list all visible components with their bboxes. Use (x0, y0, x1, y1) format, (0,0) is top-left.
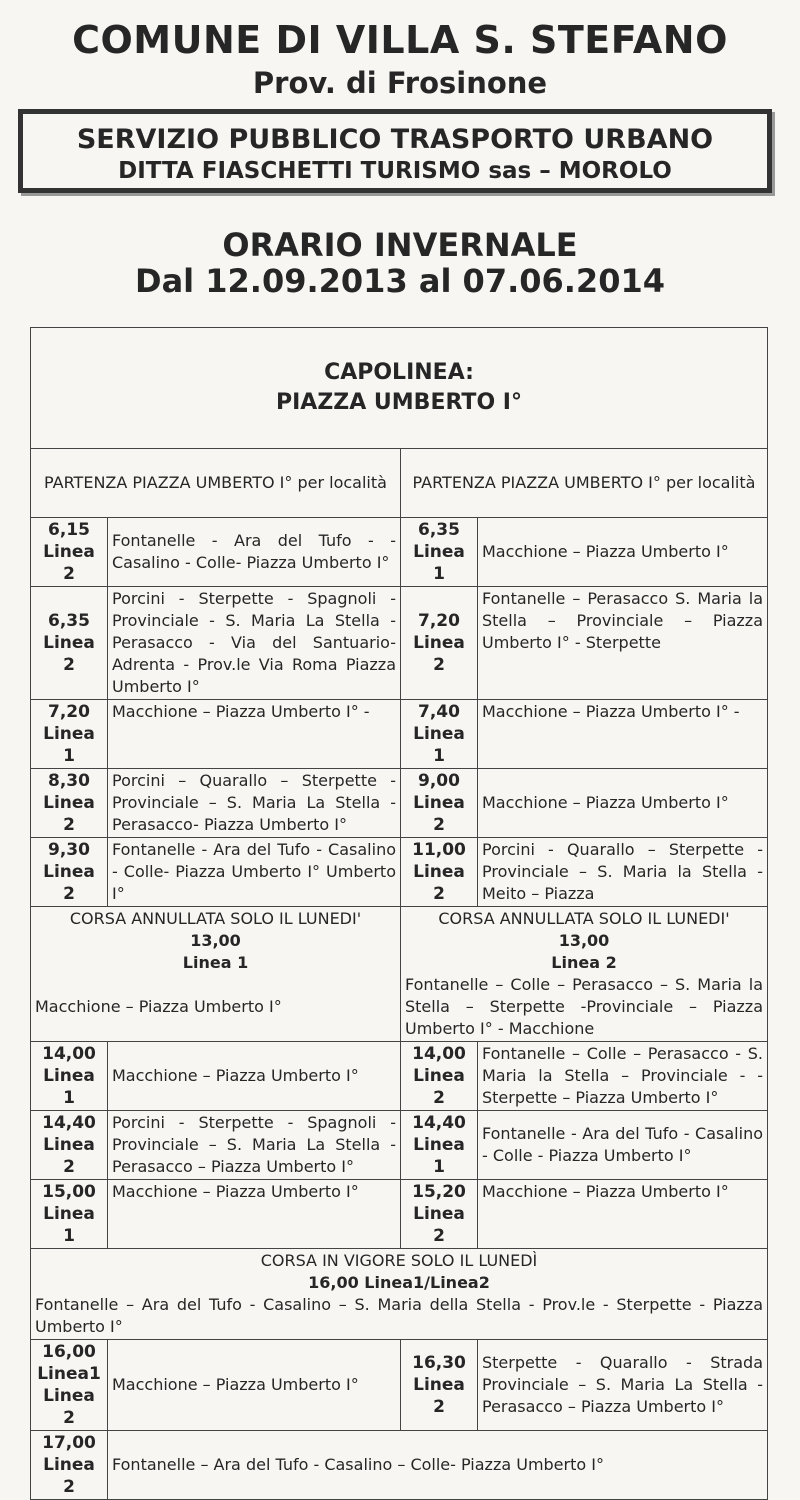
table-row (31, 1111, 768, 1180)
column-header-right: PARTENZA PIAZZA UMBERTO I° per località (401, 449, 768, 518)
cancelled-notice: CORSA ANNULLATA SOLO IL LUNEDI' (69, 909, 362, 928)
route-cell: Macchione – Piazza Umberto I° (478, 1180, 768, 1249)
cancelled-time: 13,00 (190, 931, 241, 950)
route-cell: Macchione – Piazza Umberto I° - (108, 700, 401, 769)
validity-dates: Dal 12.09.2013 al 07.06.2014 (135, 262, 665, 300)
route-cell: Macchione – Piazza Umberto I° - (478, 700, 768, 769)
departure-time-cell: 16,00 Linea1 Linea 2 (31, 1340, 108, 1431)
table-row (31, 1180, 768, 1249)
table-row (31, 587, 768, 700)
route-cell: Fontanelle – Perasacco S. Maria la Stella – Provinciale – Piazza Umberto I° - Sterpette (478, 587, 768, 700)
monday-only-route: Fontanelle – Ara del Tufo - Casalino – S. Maria della Stella - Prov.le - Sterpette - Piazza Umberto I° (35, 1295, 763, 1336)
route-cell: Sterpette - Quarallo - Strada Provinciale – S. Maria La Stella - Perasacco – Piazza Umberto I° (478, 1340, 768, 1431)
terminus-label: CAPOLINEA: (324, 360, 474, 385)
monday-only-notice: CORSA IN VIGORE SOLO IL LUNEDÌ (260, 1251, 538, 1270)
column-header-left: PARTENZA PIAZZA UMBERTO I° per località (31, 449, 401, 518)
departure-time-cell: 7,20 Linea 1 (31, 700, 108, 769)
comune-title: COMUNE DI VILLA S. STEFANO (72, 18, 728, 62)
table-row (31, 769, 768, 838)
route-cell: Porcini - Sterpette - Spagnoli - Provinciale – S. Maria La Stella - Perasacco – Piazza Umberto I° (108, 1111, 401, 1180)
table-row (31, 1340, 768, 1431)
departure-time-cell: 6,35 Linea 2 (31, 587, 108, 700)
route-cell: Fontanelle – Colle – Perasacco - S. Maria la Stella – Provinciale - - Sterpette – Piazza Umberto I° (478, 1042, 768, 1111)
table-row (31, 1042, 768, 1111)
cancelled-trip-right (401, 907, 768, 1042)
table-row (31, 1431, 768, 1500)
departure-time-cell: 14,00 Linea 2 (401, 1042, 478, 1111)
departure-time-cell: 7,20 Linea 2 (401, 587, 478, 700)
departure-time-cell: 15,20 Linea 2 (401, 1180, 478, 1249)
departure-time-cell: 6,35 Linea 1 (401, 518, 478, 587)
monday-only-time: 16,00 Linea1/Linea2 (308, 1273, 490, 1292)
route-cell: Porcini - Sterpette - Spagnoli - Provinciale - S. Maria La Stella - Perasacco - Via del Santuario-Adrenta - Prov.le Via Roma Piazza Umberto I° (108, 587, 401, 700)
departure-time-cell: 14,40 Linea 2 (31, 1111, 108, 1180)
departure-time-cell: 11,00 Linea 2 (401, 838, 478, 907)
departure-time-cell: 17,00 Linea 2 (31, 1431, 108, 1500)
cancelled-time: 13,00 (558, 931, 610, 950)
monday-only-row (31, 1249, 768, 1340)
route-cell: Fontanelle - Ara del Tufo - Casalino - Colle- Piazza Umberto I° Umberto I° (108, 838, 401, 907)
table-row (31, 518, 768, 587)
route-cell: Fontanelle – Ara del Tufo - Casalino – Colle- Piazza Umberto I° (108, 1431, 768, 1500)
route-cell: Porcini – Quarallo – Sterpette - Provinciale – S. Maria La Stella - Perasacco- Piazza Umberto I° (108, 769, 401, 838)
company-name: DITTA FIASCHETTI TURISMO sas – MOROLO (118, 158, 672, 184)
departure-time-cell: 8,30 Linea 2 (31, 769, 108, 838)
departure-time-cell: 14,40 Linea 1 (401, 1111, 478, 1180)
route-cell: Macchione – Piazza Umberto I° (108, 1180, 401, 1249)
departure-time-cell: 9,30 Linea 2 (31, 838, 108, 907)
schedule-table (30, 327, 768, 1500)
route-cell: Macchione – Piazza Umberto I° (478, 518, 768, 587)
departure-time-cell: 7,40 Linea 1 (401, 700, 478, 769)
cancelled-trip-left (31, 907, 401, 1042)
route-cell: Macchione – Piazza Umberto I° (108, 1042, 401, 1111)
schedule-title: ORARIO INVERNALE (222, 226, 578, 264)
monday-only-trip (31, 1249, 768, 1340)
terminus-place: PIAZZA UMBERTO I° (276, 390, 522, 415)
departure-time-cell: 14,00 Linea 1 (31, 1042, 108, 1111)
route-cell: Fontanelle - Ara del Tufo - - Casalino - Colle- Piazza Umberto I° (108, 518, 401, 587)
route-cell: Fontanelle - Ara del Tufo - Casalino - Colle - Piazza Umberto I° (478, 1111, 768, 1180)
departure-time-cell: 6,15 Linea 2 (31, 518, 108, 587)
table-row (31, 700, 768, 769)
provincia-subtitle: Prov. di Frosinone (252, 66, 548, 100)
table-row (31, 838, 768, 907)
monday-cancelled-row (31, 907, 768, 1042)
cancelled-route: Fontanelle – Colle – Perasacco – S. Maria la Stella – Sterpette -Provinciale – Piazza Umberto I° - Macchione (405, 975, 763, 1038)
service-title: SERVIZIO PUBBLICO TRASPORTO URBANO (76, 124, 714, 155)
cancelled-line: Linea 1 (182, 953, 249, 972)
departure-time-cell: 16,30 Linea 2 (401, 1340, 478, 1431)
route-cell: Porcini - Quarallo – Sterpette - Provinciale – S. Maria la Stella - Meito – Piazza (478, 838, 768, 907)
route-cell: Macchione – Piazza Umberto I° (108, 1340, 401, 1431)
terminus-cell (31, 328, 768, 449)
cancelled-notice: CORSA ANNULLATA SOLO IL LUNEDI' (438, 909, 730, 928)
route-cell: Macchione – Piazza Umberto I° (478, 769, 768, 838)
departure-time-cell: 15,00 Linea 1 (31, 1180, 108, 1249)
service-box (18, 109, 772, 193)
cancelled-line: Linea 2 (551, 953, 617, 972)
cancelled-route: Macchione – Piazza Umberto I° (35, 997, 282, 1016)
departure-time-cell: 9,00 Linea 2 (401, 769, 478, 838)
